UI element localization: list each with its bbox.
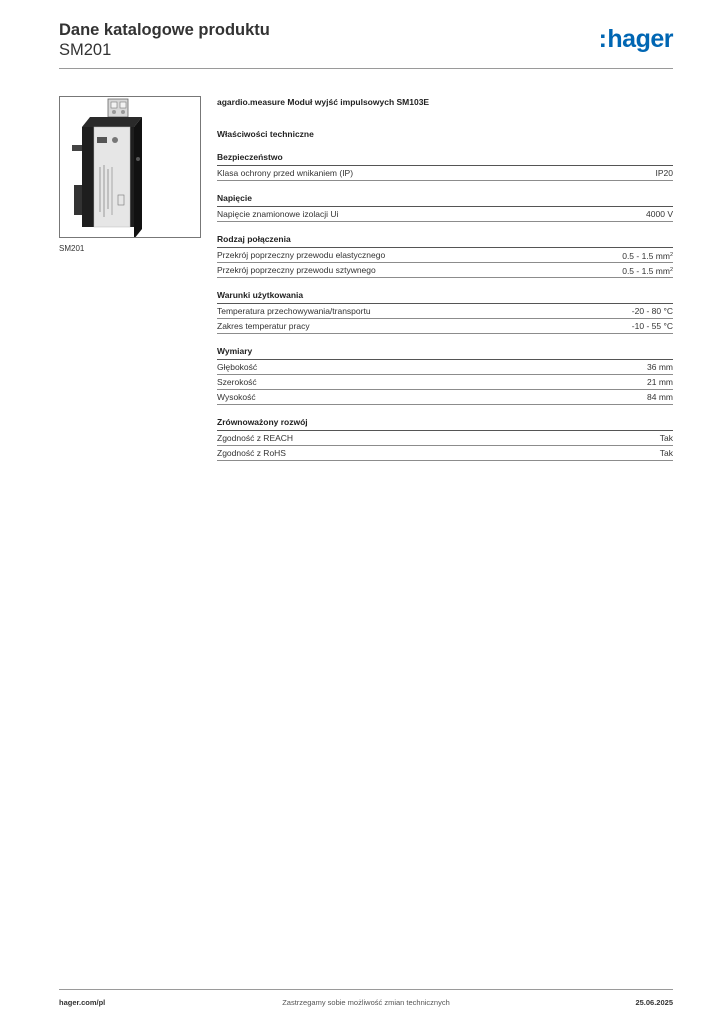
spec-row bbox=[217, 375, 673, 390]
spec-value bbox=[622, 248, 673, 263]
footer-website: hager.com/pl bbox=[59, 998, 106, 1007]
spec-row bbox=[217, 263, 673, 278]
spec-row bbox=[217, 390, 673, 405]
spec-label: Przekrój poprzeczny przewodu elastycznego bbox=[217, 250, 386, 260]
spec-row bbox=[217, 431, 673, 446]
section-title: Wymiary bbox=[217, 345, 673, 360]
spec-row bbox=[217, 446, 673, 461]
footer-notice: Zastrzegamy sobie możliwość zmian technicznych bbox=[282, 998, 450, 1007]
spec-value-text: 36 mm bbox=[647, 362, 673, 372]
spec-label: Napięcie znamionowe izolacji Ui bbox=[217, 209, 339, 219]
spec-row bbox=[217, 207, 673, 222]
product-photo-icon bbox=[60, 97, 200, 237]
section-title: Rodzaj połączenia bbox=[217, 233, 673, 248]
spec-value bbox=[646, 207, 673, 221]
spec-value-text: -10 - 55 °C bbox=[631, 321, 673, 331]
section-title: Warunki użytkowania bbox=[217, 289, 673, 304]
spec-value-text: 0.5 - 1.5 mm bbox=[622, 265, 670, 276]
spec-value-text: Tak bbox=[659, 448, 673, 458]
product-image bbox=[59, 96, 201, 238]
spec-label: Szerokość bbox=[217, 377, 257, 387]
spec-value bbox=[632, 304, 673, 318]
spec-value bbox=[660, 431, 673, 445]
spec-value-text: 0.5 - 1.5 mm bbox=[622, 250, 670, 261]
spec-row bbox=[217, 360, 673, 375]
header-divider bbox=[59, 68, 673, 69]
spec-label: Przekrój poprzeczny przewodu sztywnego bbox=[217, 265, 376, 275]
spec-value-text: 84 mm bbox=[647, 392, 673, 402]
unit-superscript: 2 bbox=[669, 251, 673, 258]
spec-value bbox=[647, 360, 673, 374]
spec-label: Klasa ochrony przed wnikaniem (IP) bbox=[217, 168, 354, 178]
spec-label: Zakres temperatur pracy bbox=[217, 321, 310, 331]
spec-value-text: 4000 V bbox=[646, 209, 673, 219]
unit-superscript: 2 bbox=[669, 266, 673, 273]
spec-value-text: 21 mm bbox=[647, 377, 673, 387]
spec-value bbox=[632, 319, 673, 333]
spec-label: Temperatura przechowywania/transportu bbox=[217, 306, 371, 316]
properties-title: Właściwości techniczne bbox=[217, 129, 314, 139]
spec-value-text: Tak bbox=[659, 433, 673, 443]
document-subtitle: SM201 bbox=[59, 41, 112, 59]
spec-section bbox=[217, 289, 673, 334]
page-header bbox=[59, 20, 673, 60]
spec-section bbox=[217, 416, 673, 461]
image-caption: SM201 bbox=[59, 244, 85, 253]
footer-divider bbox=[59, 989, 673, 990]
spec-value-text: -20 - 80 °C bbox=[631, 306, 673, 316]
spec-value bbox=[656, 166, 674, 180]
spec-value bbox=[660, 446, 673, 460]
spec-label: Głębokość bbox=[217, 362, 258, 372]
hager-logo: :hager bbox=[598, 25, 673, 53]
footer-date: 25.06.2025 bbox=[635, 998, 673, 1007]
spec-section bbox=[217, 151, 673, 181]
spec-label: Wysokość bbox=[217, 392, 256, 402]
spec-label: Zgodność z REACH bbox=[217, 433, 294, 443]
spec-label: Zgodność z RoHS bbox=[217, 448, 286, 458]
spec-value bbox=[622, 263, 673, 278]
spec-value-text: IP20 bbox=[655, 168, 673, 178]
spec-section bbox=[217, 345, 673, 405]
spec-sections bbox=[217, 151, 673, 461]
page-footer bbox=[59, 998, 673, 1010]
spec-value bbox=[647, 375, 673, 389]
spec-section bbox=[217, 192, 673, 222]
logo-text: hager bbox=[607, 25, 673, 53]
spec-row bbox=[217, 166, 673, 181]
spec-row bbox=[217, 304, 673, 319]
specification-area bbox=[217, 96, 673, 461]
document-title: Dane katalogowe produktu bbox=[59, 21, 270, 39]
section-title: Zrównoważony rozwój bbox=[217, 416, 673, 431]
spec-value bbox=[647, 390, 673, 404]
spec-row bbox=[217, 248, 673, 263]
spec-section bbox=[217, 233, 673, 278]
product-name: agardio.measure Moduł wyjść impulsowych SM103E bbox=[217, 97, 430, 107]
section-title: Bezpieczeństwo bbox=[217, 151, 673, 166]
spec-row bbox=[217, 319, 673, 334]
section-title: Napięcie bbox=[217, 192, 673, 207]
